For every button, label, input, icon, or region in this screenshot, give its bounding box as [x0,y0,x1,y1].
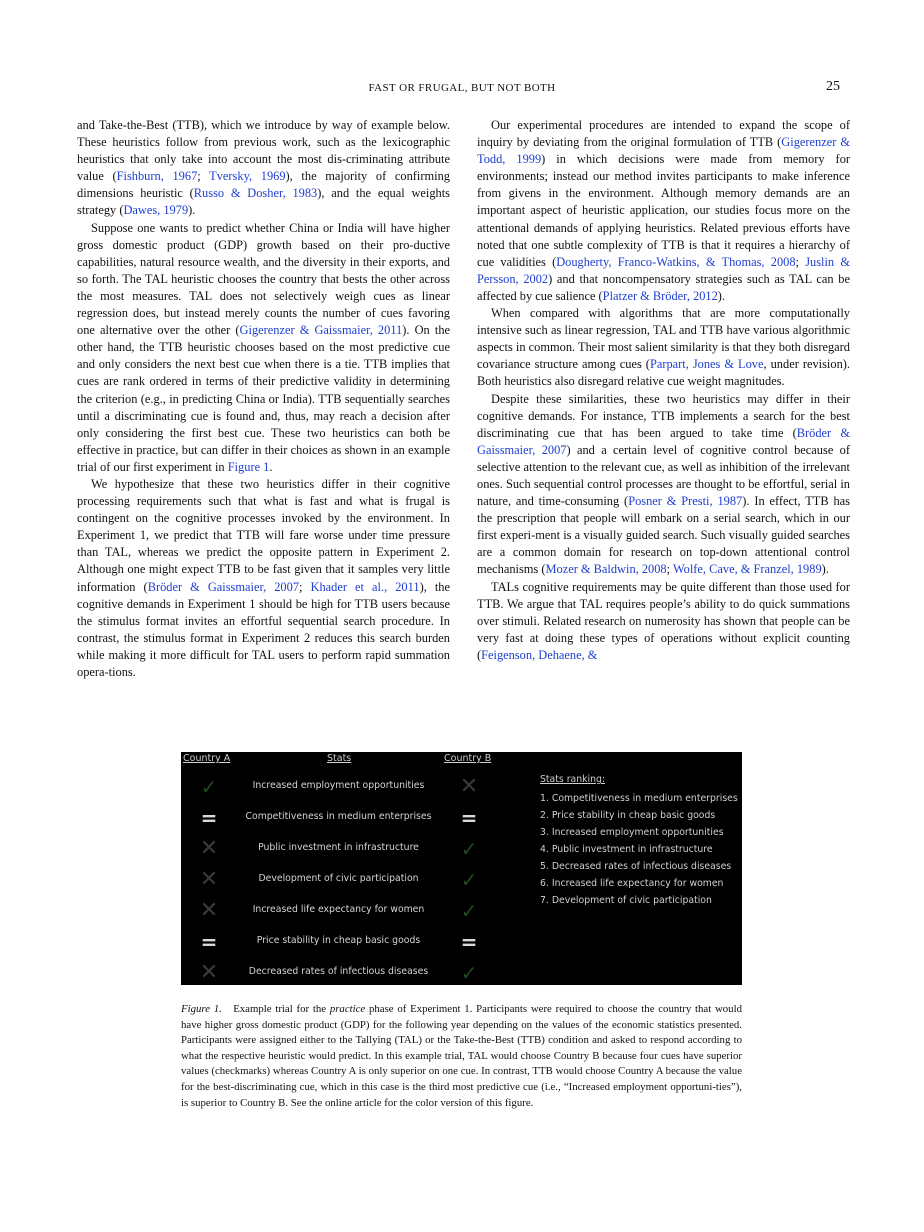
stat-row [181,927,481,958]
paragraph [477,305,850,390]
text-run: ). [188,203,196,218]
ranking-item: 5. Decreased rates of infectious diseases [540,861,732,872]
text-run: ), the cognitive demands in Experiment 1 should be high for TTB users because the stimulus format invites an effortful sequential search procedure. In contrast, the stimulus format in Experiment 2 reduces this search burden while making it more difficult for TAL users to perform rapid summation opera-tions. [77,579,450,679]
text-run: ) and a certain level of cognitive control because of selective attention to the relevant cue, as well as inhibition of the irrelevant ones. Such sequential control processes are thought to be effortful, serial in nature, and time-consuming ( [477,442,850,509]
stat-label: Price stability in cheap basic goods [256,935,421,946]
country-a-equal-icon: = [200,930,218,954]
paragraph [477,391,850,579]
citation-link[interactable]: Fishburn, 1967 [116,169,198,184]
text-run: ), the majority of confirming dimensions heuristic ( [77,169,450,201]
citation-link[interactable]: Parpart, Jones & Love [649,357,764,372]
country-b-equal-icon: = [460,930,478,954]
stat-row [181,896,481,927]
citation-link[interactable]: Khader et al., 2011 [310,579,420,594]
stat-label: Development of civic participation [258,873,419,884]
text-run: ; [666,562,673,577]
paragraph [477,117,850,305]
ranking-item: 1. Competitiveness in medium enterprises [540,793,738,804]
country-b-cross-icon: ✕ [459,774,479,799]
citation-link[interactable]: Dawes, 1979 [123,203,189,218]
stat-row [181,865,481,896]
text-run: ; [197,169,210,184]
caption-text: phase of Experiment 1. Participants were required to choose the country that would have higher gross domestic product (GDP) for the following year depending on the values of the economic statistics presented. Participants were assigned either to the Tallying (TAL) or the Take-the-Best (TTB) condition and asked to respond according to what the respective heuristic would predict. In this example trial, TAL would choose Country B because four cues have superior values (checkmarks) whereas Country A is only superior on one cue. In contrast, TTB would choose Country A because the value for the best-discriminating cue, which in this case is the third most predictive cue (i.e., “Increased employment opportuni-ties”), is superior to Country B. See the online article for the color version of this figure. [181,1003,742,1109]
country-a-cross-icon: ✕ [199,960,219,985]
ranking-title: Stats ranking: [540,774,605,785]
citation-link[interactable]: Bröder & Gaissmaier, 2007 [477,425,850,457]
figure-caption [181,1002,742,1111]
citation-link[interactable]: Dougherty, Franco-Watkins, & Thomas, 2008 [556,254,796,269]
citation-link[interactable]: Bröder & Gaissmaier, 2007 [147,579,300,594]
paragraph [77,220,450,476]
text-run: When compared with algorithms that are more computationally intensive such as linear regression, TAL and TTB have various algorithmic aspects in common. Their most salient similarity is that they both disregard covariance structure among cues ( [477,306,850,372]
text-run: ). [717,288,726,303]
text-run: Despite these similarities, these two heuristics may differ in their cognitive demands. For instance, TTB implements a search for the best discriminating cue that has been argued to take time ( [477,391,850,440]
citation-link[interactable]: Mozer & Baldwin, 2008 [545,562,667,577]
text-run: and Take-the-Best (TTB), which we introduce by way of example below. These heuristics follow from previous work, such as the lexicographic heuristics that only take into account the most dis-criminating attribute value ( [77,118,450,184]
text-run: , under revision). Both heuristics also disregard relative cue weight magnitudes. [477,357,850,389]
citation-link[interactable]: Feigenson, Dehaene, & [481,647,598,662]
text-run: We hypothesize that these two heuristics differ in their cognitive processing requirements such that what is fast and what is frugal is contingent on the cognitive processes invoked by the environment. In Experiment 1, we predict that TTB will fare worse under time pressure than TAL, whereas we predict the opposite pattern in Experiment 2. Although one might expect TTB to be fast given that it samples very little information ( [77,476,450,594]
ranking-item: 6. Increased life expectancy for women [540,878,724,889]
text-run: ; [299,579,311,594]
country-a-header: Country A [183,753,231,764]
text-run: Suppose one wants to predict whether China or India will have higher gross domestic product (GDP) growth based on their pro-ductive capabilities, natural resource wealth, and the diversity in their exports, and so forth. The TAL heuristic chooses the country that bests the other across the most measures. TAL does not selectively weigh cues as linear regression does, but instead merely counts the number of cues favoring one alternative over the other ( [77,220,450,338]
text-run: ; [795,254,806,269]
ranking-item: 7. Development of civic participation [540,895,712,906]
citation-link[interactable]: Tversky, 1969 [209,169,286,184]
country-a-equal-icon: = [200,806,218,830]
country-a-cross-icon: ✕ [199,898,219,923]
text-run: . [269,459,273,474]
country-b-header: Country B [444,753,492,764]
country-a-cross-icon: ✕ [199,836,219,861]
paragraph [77,117,450,220]
stat-row [181,803,481,834]
stat-row [181,834,481,865]
ranking-item: 4. Public investment in infrastructure [540,844,713,855]
text-run: ) and that noncompensatory strategies such as TAL can be affected by cue salience ( [477,271,850,303]
citation-link[interactable]: Gigerenzer & Todd, 1999 [477,135,850,167]
paragraph [477,579,850,664]
paragraph [77,476,450,681]
stats-header: Stats [327,753,352,764]
caption-label: Figure 1. [181,1003,222,1015]
country-b-check-icon: ✓ [460,868,478,892]
stat-label: Public investment in infrastructure [258,842,419,853]
text-run: ). In effect, TTB has the prescription that people will embark on a serial search, which in our first experi-ment is a visually guided search. Such visually guided searches are a common domain for research on top-down attentional control mechanisms ( [477,494,850,577]
text-run: ), and the equal weights strategy ( [77,186,450,218]
country-b-check-icon: ✓ [460,837,478,861]
caption-emphasis: practice [329,1003,366,1015]
stat-label: Increased life expectancy for women [252,904,425,915]
page-number: 25 [826,79,840,94]
right-column [477,117,850,664]
country-b-check-icon: ✓ [460,899,478,923]
citation-link[interactable]: Wolfe, Cave, & Franzel, 1989 [672,562,822,577]
text-run: Our experimental procedures are intended to expand the scope of inquiry by deviating from the original formulation of TTB ( [477,118,850,150]
text-run: ). On the other hand, the TTB heuristic chooses based on the most predictive cue and only considers the next best cue when there is a tie. TTB implies that cues are rank ordered in terms of their predictive validity in determining the criterion (e.g., in predicting China or India). TTB sequentially searches until a discriminating cue is found and, thus, may reach a decision after only considering the first best cue. These two heuristics can both be effective in practice, but can differ in their choices as shown in an example trial of our first experiment in [77,323,451,474]
citation-link[interactable]: Posner & Presti, 1987 [628,494,743,509]
text-run: ). [821,562,829,577]
figure-1-stimulus [181,752,742,985]
citation-link[interactable]: Juslin & Persson, 2002 [477,254,850,286]
country-b-check-icon: ✓ [460,961,478,985]
country-a-check-icon: ✓ [200,775,218,799]
ranking-item: 2. Price stability in cheap basic goods [540,810,716,821]
stat-label: Increased employment opportunities [252,780,425,791]
citation-link[interactable]: Platzer & Bröder, 2012 [602,288,718,303]
running-head: FAST OR FRUGAL, BUT NOT BOTH [368,82,556,94]
country-b-equal-icon: = [460,806,478,830]
stat-label: Competitiveness in medium enterprises [245,811,432,822]
citation-link[interactable]: Russo & Dosher, 1983 [193,186,318,201]
caption-text: Example trial for the [233,1003,330,1015]
text-run: TALs cognitive requirements may be quite different than those used for TTB. We argue that TAL requires people’s ability to do quick summations over stimuli. Related research on numerosity has shown that people can be very fast at doing these types of operations without explicit counting ( [477,579,850,662]
figure-link[interactable]: Figure 1 [227,459,270,474]
text-run: ) in which decisions were made from memory for environments; instead our method invites participants to make inference from givens in the environment. Although memory demands are an important aspect of heuristic application, our studies focus more on the attentional demands of applying heuristics. Related previous efforts have noted that one subtle complexity of TTB is that it requires a hierarchy of cue validities ( [477,152,851,269]
left-column [77,117,450,681]
stat-row [181,772,481,803]
citation-link[interactable]: Gigerenzer & Gaissmaier, 2011 [239,323,403,338]
country-a-cross-icon: ✕ [199,867,219,892]
stat-label: Decreased rates of infectious diseases [248,966,429,977]
ranking-item: 3. Increased employment opportunities [540,827,724,838]
stat-row [181,958,481,985]
ranking-list [540,790,738,909]
